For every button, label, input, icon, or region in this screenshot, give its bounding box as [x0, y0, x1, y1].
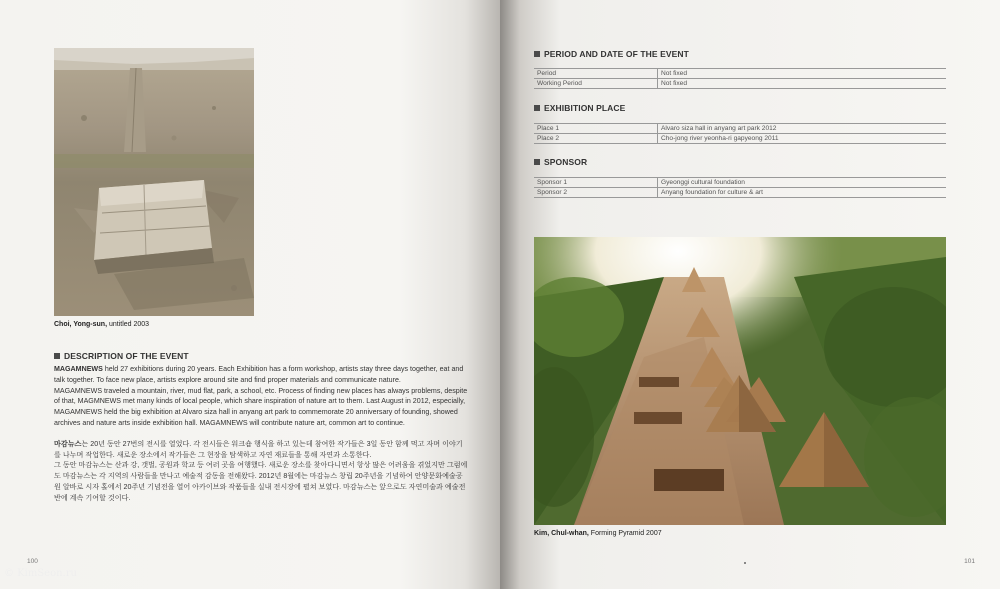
table-row — [534, 124, 946, 134]
square-bullet-icon — [54, 353, 60, 359]
table-row — [534, 188, 946, 198]
description-en-lead: MAGAMNEWS — [54, 365, 103, 373]
sponsor-1-value: Gyeonggi cultural foundation — [658, 178, 947, 188]
period-title: PERIOD AND DATE OF THE EVENT — [544, 49, 689, 59]
left-photo-caption — [54, 321, 149, 328]
place-2-key: Place 2 — [534, 134, 658, 144]
right-page — [500, 0, 1000, 589]
table-row — [534, 79, 946, 89]
place-1-key: Place 1 — [534, 124, 658, 134]
right-caption-artist: Kim, Chul-whan, — [534, 530, 589, 537]
stone-artwork-photo — [54, 48, 254, 316]
left-page-number: 100 — [27, 558, 38, 565]
period-table — [534, 68, 946, 89]
right-caption-work: Forming Pyramid 2007 — [590, 530, 662, 537]
left-caption-work: untitled 2003 — [108, 321, 150, 328]
description-ko-paragraph-1 — [54, 439, 468, 461]
sponsor-2-value: Anyang foundation for culture & art — [658, 188, 947, 198]
period-key: Period — [534, 69, 658, 79]
description-body — [54, 364, 468, 504]
table-row — [534, 178, 946, 188]
description-title: DESCRIPTION OF THE EVENT — [64, 351, 189, 361]
right-photo-caption — [534, 530, 662, 537]
pyramid-artwork-photo — [534, 237, 946, 525]
right-page-number: 101 — [964, 558, 975, 565]
description-en-text-1: held 27 exhibitions during 20 years. Each Exhibition has a form workshop, artists stay three days together, eat and talk together. To face new place, artists explore around site and find proper materials and communicate nature. — [54, 365, 464, 384]
place-title: EXHIBITION PLACE — [544, 103, 626, 113]
period-heading — [534, 49, 689, 59]
table-row — [534, 134, 946, 144]
watermark: © KimSeon.ru — [4, 568, 77, 579]
left-caption-artist: Choi, Yong-sun, — [54, 321, 108, 328]
description-en-paragraph-1 — [54, 364, 468, 386]
square-bullet-icon — [534, 51, 540, 57]
description-ko-text-1: 는 20년 동안 27번의 전시를 열었다. 각 전시들은 워크숍 행식을 하고 있는데 참여한 작가들은 3일 동안 함께 먹고 자며 이야기를 나누며 작업한다. 새로운 장소에서 작가들은 그 현장을 탐색하고 자연 재료들을 통해 자연과 소통한다. — [54, 439, 463, 459]
place-2-value: Cho-jong river yeonha-ri gapyeong 2011 — [658, 134, 947, 144]
description-ko-paragraph-2: 그 동안 마감뉴스는 산과 강, 갯벌, 공원과 학교 등 여러 곳을 여행했다. 새로운 장소를 찾아다니면서 항상 많은 어려움을 겪었지만 그럼에도 마감뉴스는 각 지역의 사람들을 만나고 예술적 감동을 전해왔다. 2012년 8월에는 마감뉴스 창립 20주년을 기념하여 안양문화예술공원 알바로 시자 홀에서 20주년 기념전을 열어 아카이브와 작품들을 실내 전시장에 펼쳐 보였다. 마감뉴스는 앞으로도 자연미술과 예술전반에 계속 기여할 것이다. — [54, 461, 468, 502]
sponsor-table — [534, 177, 946, 198]
sponsor-title: SPONSOR — [544, 157, 588, 167]
square-bullet-icon — [534, 105, 540, 111]
sponsor-heading — [534, 157, 587, 167]
square-bullet-icon — [534, 159, 540, 165]
period-value: Not fixed — [658, 69, 947, 79]
sponsor-1-key: Sponsor 1 — [534, 178, 658, 188]
working-period-key: Working Period — [534, 79, 658, 89]
sponsor-2-key: Sponsor 2 — [534, 188, 658, 198]
print-dot — [744, 562, 746, 564]
table-row — [534, 69, 946, 79]
description-en-paragraph-2: MAGAMNEWS traveled a mountain, river, mud flat, park, a school, etc. Process of finding new places has always problems, despite of that, MAGMNEWS met many kinds of local people, which share inspiration of nature art to them. Last August in 2012, especially, MAGAMNEWS held the big exhibition at Alvaro siza hall in anyang art park to commemorate 20 anniversary of founding, showed archives and nature arts inside exhibition hall. MAGAMNEWS will contribute nature art, common art to continue. — [54, 386, 468, 427]
place-heading — [534, 103, 625, 113]
working-period-value: Not fixed — [658, 79, 947, 89]
description-heading — [54, 351, 189, 361]
place-table — [534, 123, 946, 144]
description-ko-lead: 마감뉴스 — [54, 439, 82, 448]
place-1-value: Alvaro siza hall in anyang art park 2012 — [658, 124, 947, 134]
